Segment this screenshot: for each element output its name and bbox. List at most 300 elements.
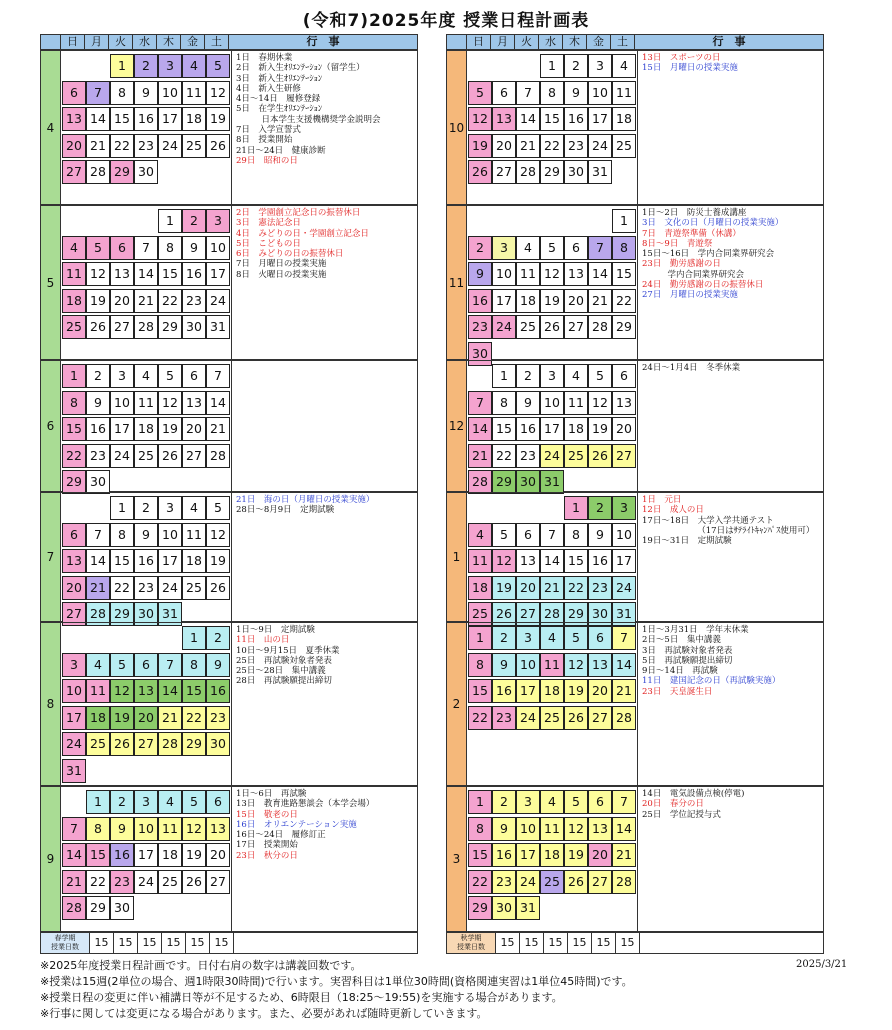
day-cell[interactable]: 8 bbox=[612, 236, 636, 260]
day-cell[interactable]: 6 bbox=[612, 364, 636, 388]
day-cell[interactable]: 7 bbox=[134, 236, 158, 260]
day-cell[interactable]: 1 bbox=[492, 364, 516, 388]
day-cell[interactable]: 18 bbox=[612, 107, 636, 131]
day-cell[interactable]: 26 bbox=[588, 444, 612, 468]
day-cell[interactable]: 3 bbox=[540, 364, 564, 388]
day-cell[interactable]: 12 bbox=[158, 391, 182, 415]
day-cell[interactable]: 3 bbox=[62, 653, 86, 677]
day-cell[interactable]: 26 bbox=[564, 870, 588, 894]
day-cell[interactable]: 19 bbox=[206, 107, 230, 131]
day-cell[interactable]: 19 bbox=[206, 549, 230, 573]
day-cell[interactable]: 4 bbox=[182, 54, 206, 78]
day-cell[interactable]: 26 bbox=[206, 576, 230, 600]
day-cell[interactable]: 20 bbox=[564, 289, 588, 313]
day-cell[interactable]: 15 bbox=[62, 417, 86, 441]
day-cell[interactable]: 28 bbox=[62, 896, 86, 920]
day-cell[interactable]: 20 bbox=[110, 289, 134, 313]
day-cell[interactable]: 23 bbox=[516, 444, 540, 468]
day-cell[interactable]: 12 bbox=[564, 817, 588, 841]
day-cell[interactable]: 8 bbox=[564, 523, 588, 547]
day-cell[interactable]: 16 bbox=[134, 107, 158, 131]
day-cell[interactable]: 17 bbox=[612, 549, 636, 573]
day-cell[interactable]: 4 bbox=[516, 236, 540, 260]
day-cell[interactable]: 21 bbox=[158, 706, 182, 730]
day-cell[interactable]: 18 bbox=[86, 706, 110, 730]
day-cell[interactable]: 13 bbox=[564, 262, 588, 286]
day-cell[interactable]: 1 bbox=[110, 496, 134, 520]
day-cell[interactable]: 30 bbox=[134, 160, 158, 184]
day-cell[interactable]: 27 bbox=[588, 706, 612, 730]
day-cell[interactable]: 13 bbox=[588, 817, 612, 841]
day-cell[interactable]: 29 bbox=[492, 470, 516, 494]
day-cell[interactable]: 27 bbox=[62, 160, 86, 184]
day-cell[interactable]: 22 bbox=[540, 134, 564, 158]
day-cell[interactable]: 17 bbox=[110, 417, 134, 441]
day-cell[interactable]: 25 bbox=[516, 315, 540, 339]
day-cell[interactable]: 6 bbox=[588, 790, 612, 814]
day-cell[interactable]: 5 bbox=[206, 54, 230, 78]
day-cell[interactable]: 11 bbox=[516, 262, 540, 286]
day-cell[interactable]: 2 bbox=[134, 496, 158, 520]
day-cell[interactable]: 17 bbox=[158, 549, 182, 573]
day-cell[interactable]: 16 bbox=[468, 289, 492, 313]
day-cell[interactable]: 23 bbox=[206, 706, 230, 730]
day-cell[interactable]: 16 bbox=[588, 549, 612, 573]
day-cell[interactable]: 2 bbox=[516, 364, 540, 388]
day-cell[interactable]: 27 bbox=[516, 602, 540, 626]
day-cell[interactable]: 25 bbox=[564, 444, 588, 468]
day-cell[interactable]: 22 bbox=[564, 576, 588, 600]
day-cell[interactable]: 6 bbox=[62, 81, 86, 105]
day-cell[interactable]: 7 bbox=[588, 236, 612, 260]
day-cell[interactable]: 4 bbox=[540, 626, 564, 650]
day-cell[interactable]: 14 bbox=[468, 417, 492, 441]
day-cell[interactable]: 14 bbox=[134, 262, 158, 286]
day-cell[interactable]: 15 bbox=[86, 843, 110, 867]
day-cell[interactable]: 31 bbox=[516, 896, 540, 920]
day-cell[interactable]: 19 bbox=[110, 706, 134, 730]
day-cell[interactable]: 23 bbox=[134, 576, 158, 600]
day-cell[interactable]: 15 bbox=[158, 262, 182, 286]
day-cell[interactable]: 14 bbox=[62, 843, 86, 867]
day-cell[interactable]: 1 bbox=[110, 54, 134, 78]
day-cell[interactable]: 18 bbox=[564, 417, 588, 441]
day-cell[interactable]: 9 bbox=[182, 236, 206, 260]
day-cell[interactable]: 28 bbox=[612, 870, 636, 894]
day-cell[interactable]: 3 bbox=[492, 236, 516, 260]
day-cell[interactable]: 26 bbox=[468, 160, 492, 184]
day-cell[interactable]: 11 bbox=[182, 81, 206, 105]
day-cell[interactable]: 3 bbox=[516, 790, 540, 814]
day-cell[interactable]: 4 bbox=[86, 653, 110, 677]
day-cell[interactable]: 24 bbox=[62, 732, 86, 756]
day-cell[interactable]: 20 bbox=[492, 134, 516, 158]
day-cell[interactable]: 13 bbox=[62, 549, 86, 573]
day-cell[interactable]: 9 bbox=[588, 523, 612, 547]
day-cell[interactable]: 20 bbox=[516, 576, 540, 600]
day-cell[interactable]: 17 bbox=[516, 843, 540, 867]
day-cell[interactable]: 5 bbox=[182, 790, 206, 814]
day-cell[interactable]: 20 bbox=[588, 843, 612, 867]
day-cell[interactable]: 8 bbox=[110, 523, 134, 547]
day-cell[interactable]: 23 bbox=[110, 870, 134, 894]
day-cell[interactable]: 22 bbox=[110, 134, 134, 158]
day-cell[interactable]: 20 bbox=[182, 417, 206, 441]
day-cell[interactable]: 30 bbox=[516, 470, 540, 494]
day-cell[interactable]: 8 bbox=[182, 653, 206, 677]
day-cell[interactable]: 5 bbox=[564, 790, 588, 814]
day-cell[interactable]: 16 bbox=[134, 549, 158, 573]
day-cell[interactable]: 28 bbox=[86, 160, 110, 184]
day-cell[interactable]: 12 bbox=[206, 81, 230, 105]
day-cell[interactable]: 21 bbox=[612, 679, 636, 703]
day-cell[interactable]: 3 bbox=[110, 364, 134, 388]
day-cell[interactable]: 4 bbox=[612, 54, 636, 78]
day-cell[interactable]: 9 bbox=[110, 817, 134, 841]
day-cell[interactable]: 9 bbox=[134, 523, 158, 547]
day-cell[interactable]: 19 bbox=[182, 843, 206, 867]
day-cell[interactable]: 2 bbox=[468, 236, 492, 260]
day-cell[interactable]: 16 bbox=[182, 262, 206, 286]
day-cell[interactable]: 26 bbox=[540, 315, 564, 339]
day-cell[interactable]: 23 bbox=[134, 134, 158, 158]
day-cell[interactable]: 18 bbox=[540, 843, 564, 867]
day-cell[interactable]: 28 bbox=[540, 602, 564, 626]
day-cell[interactable]: 30 bbox=[468, 342, 492, 366]
day-cell[interactable]: 7 bbox=[540, 523, 564, 547]
day-cell[interactable]: 4 bbox=[468, 523, 492, 547]
day-cell[interactable]: 23 bbox=[588, 576, 612, 600]
day-cell[interactable]: 2 bbox=[564, 54, 588, 78]
day-cell[interactable]: 2 bbox=[492, 790, 516, 814]
day-cell[interactable]: 23 bbox=[492, 706, 516, 730]
day-cell[interactable]: 17 bbox=[62, 706, 86, 730]
day-cell[interactable]: 24 bbox=[516, 706, 540, 730]
day-cell[interactable]: 5 bbox=[468, 81, 492, 105]
day-cell[interactable]: 12 bbox=[588, 391, 612, 415]
day-cell[interactable]: 5 bbox=[206, 496, 230, 520]
day-cell[interactable]: 17 bbox=[158, 107, 182, 131]
day-cell[interactable]: 3 bbox=[134, 790, 158, 814]
day-cell[interactable]: 27 bbox=[62, 602, 86, 626]
day-cell[interactable]: 12 bbox=[182, 817, 206, 841]
day-cell[interactable]: 10 bbox=[134, 817, 158, 841]
day-cell[interactable]: 15 bbox=[540, 107, 564, 131]
day-cell[interactable]: 2 bbox=[134, 54, 158, 78]
day-cell[interactable]: 9 bbox=[492, 817, 516, 841]
day-cell[interactable]: 23 bbox=[564, 134, 588, 158]
day-cell[interactable]: 9 bbox=[516, 391, 540, 415]
day-cell[interactable]: 26 bbox=[158, 444, 182, 468]
day-cell[interactable]: 14 bbox=[158, 679, 182, 703]
day-cell[interactable]: 3 bbox=[588, 54, 612, 78]
day-cell[interactable]: 6 bbox=[516, 523, 540, 547]
day-cell[interactable]: 25 bbox=[158, 870, 182, 894]
day-cell[interactable]: 14 bbox=[540, 549, 564, 573]
day-cell[interactable]: 15 bbox=[612, 262, 636, 286]
day-cell[interactable]: 13 bbox=[182, 391, 206, 415]
day-cell[interactable]: 6 bbox=[564, 236, 588, 260]
day-cell[interactable]: 17 bbox=[492, 289, 516, 313]
day-cell[interactable]: 8 bbox=[86, 817, 110, 841]
day-cell[interactable]: 25 bbox=[62, 315, 86, 339]
day-cell[interactable]: 10 bbox=[158, 81, 182, 105]
day-cell[interactable]: 13 bbox=[62, 107, 86, 131]
day-cell[interactable]: 27 bbox=[182, 444, 206, 468]
day-cell[interactable]: 21 bbox=[134, 289, 158, 313]
day-cell[interactable]: 19 bbox=[492, 576, 516, 600]
day-cell[interactable]: 9 bbox=[564, 81, 588, 105]
day-cell[interactable]: 10 bbox=[588, 81, 612, 105]
day-cell[interactable]: 10 bbox=[110, 391, 134, 415]
day-cell[interactable]: 11 bbox=[182, 523, 206, 547]
day-cell[interactable]: 27 bbox=[206, 870, 230, 894]
day-cell[interactable]: 1 bbox=[468, 626, 492, 650]
day-cell[interactable]: 7 bbox=[206, 364, 230, 388]
day-cell[interactable]: 18 bbox=[182, 107, 206, 131]
day-cell[interactable]: 30 bbox=[206, 732, 230, 756]
day-cell[interactable]: 21 bbox=[588, 289, 612, 313]
day-cell[interactable]: 16 bbox=[206, 679, 230, 703]
day-cell[interactable]: 19 bbox=[564, 843, 588, 867]
day-cell[interactable]: 26 bbox=[110, 732, 134, 756]
day-cell[interactable]: 16 bbox=[86, 417, 110, 441]
day-cell[interactable]: 20 bbox=[62, 134, 86, 158]
day-cell[interactable]: 7 bbox=[86, 523, 110, 547]
day-cell[interactable]: 3 bbox=[206, 209, 230, 233]
day-cell[interactable]: 10 bbox=[492, 262, 516, 286]
day-cell[interactable]: 25 bbox=[182, 576, 206, 600]
day-cell[interactable]: 25 bbox=[540, 870, 564, 894]
day-cell[interactable]: 21 bbox=[206, 417, 230, 441]
day-cell[interactable]: 25 bbox=[182, 134, 206, 158]
day-cell[interactable]: 14 bbox=[612, 817, 636, 841]
day-cell[interactable]: 9 bbox=[86, 391, 110, 415]
day-cell[interactable]: 30 bbox=[86, 470, 110, 494]
day-cell[interactable]: 15 bbox=[492, 417, 516, 441]
day-cell[interactable]: 22 bbox=[492, 444, 516, 468]
day-cell[interactable]: 28 bbox=[468, 470, 492, 494]
day-cell[interactable]: 14 bbox=[86, 107, 110, 131]
day-cell[interactable]: 9 bbox=[492, 653, 516, 677]
day-cell[interactable]: 28 bbox=[206, 444, 230, 468]
day-cell[interactable]: 4 bbox=[182, 496, 206, 520]
day-cell[interactable]: 16 bbox=[492, 679, 516, 703]
day-cell[interactable]: 24 bbox=[516, 870, 540, 894]
day-cell[interactable]: 29 bbox=[564, 602, 588, 626]
day-cell[interactable]: 29 bbox=[86, 896, 110, 920]
day-cell[interactable]: 1 bbox=[158, 209, 182, 233]
day-cell[interactable]: 1 bbox=[612, 209, 636, 233]
day-cell[interactable]: 28 bbox=[516, 160, 540, 184]
day-cell[interactable]: 29 bbox=[110, 602, 134, 626]
day-cell[interactable]: 11 bbox=[612, 81, 636, 105]
day-cell[interactable]: 20 bbox=[206, 843, 230, 867]
day-cell[interactable]: 14 bbox=[206, 391, 230, 415]
day-cell[interactable]: 9 bbox=[206, 653, 230, 677]
day-cell[interactable]: 22 bbox=[182, 706, 206, 730]
day-cell[interactable]: 7 bbox=[612, 626, 636, 650]
day-cell[interactable]: 27 bbox=[110, 315, 134, 339]
day-cell[interactable]: 19 bbox=[588, 417, 612, 441]
day-cell[interactable]: 31 bbox=[206, 315, 230, 339]
day-cell[interactable]: 30 bbox=[182, 315, 206, 339]
day-cell[interactable]: 11 bbox=[540, 817, 564, 841]
day-cell[interactable]: 4 bbox=[134, 364, 158, 388]
day-cell[interactable]: 5 bbox=[492, 523, 516, 547]
day-cell[interactable]: 11 bbox=[134, 391, 158, 415]
day-cell[interactable]: 5 bbox=[158, 364, 182, 388]
day-cell[interactable]: 29 bbox=[158, 315, 182, 339]
day-cell[interactable]: 25 bbox=[86, 732, 110, 756]
day-cell[interactable]: 10 bbox=[516, 817, 540, 841]
day-cell[interactable]: 12 bbox=[492, 549, 516, 573]
day-cell[interactable]: 13 bbox=[612, 391, 636, 415]
day-cell[interactable]: 13 bbox=[206, 817, 230, 841]
day-cell[interactable]: 21 bbox=[540, 576, 564, 600]
day-cell[interactable]: 15 bbox=[182, 679, 206, 703]
day-cell[interactable]: 11 bbox=[62, 262, 86, 286]
day-cell[interactable]: 22 bbox=[468, 870, 492, 894]
day-cell[interactable]: 22 bbox=[110, 576, 134, 600]
day-cell[interactable]: 26 bbox=[564, 706, 588, 730]
day-cell[interactable]: 30 bbox=[110, 896, 134, 920]
day-cell[interactable]: 2 bbox=[588, 496, 612, 520]
day-cell[interactable]: 6 bbox=[182, 364, 206, 388]
day-cell[interactable]: 4 bbox=[564, 364, 588, 388]
day-cell[interactable]: 28 bbox=[86, 602, 110, 626]
day-cell[interactable]: 21 bbox=[62, 870, 86, 894]
day-cell[interactable]: 25 bbox=[134, 444, 158, 468]
day-cell[interactable]: 14 bbox=[588, 262, 612, 286]
day-cell[interactable]: 7 bbox=[516, 81, 540, 105]
day-cell[interactable]: 2 bbox=[206, 626, 230, 650]
day-cell[interactable]: 14 bbox=[612, 653, 636, 677]
day-cell[interactable]: 2 bbox=[182, 209, 206, 233]
day-cell[interactable]: 25 bbox=[540, 706, 564, 730]
day-cell[interactable]: 10 bbox=[612, 523, 636, 547]
day-cell[interactable]: 22 bbox=[86, 870, 110, 894]
day-cell[interactable]: 16 bbox=[492, 843, 516, 867]
day-cell[interactable]: 12 bbox=[468, 107, 492, 131]
day-cell[interactable]: 14 bbox=[516, 107, 540, 131]
day-cell[interactable]: 31 bbox=[588, 160, 612, 184]
day-cell[interactable]: 27 bbox=[492, 160, 516, 184]
day-cell[interactable]: 21 bbox=[86, 134, 110, 158]
day-cell[interactable]: 25 bbox=[468, 602, 492, 626]
day-cell[interactable]: 12 bbox=[540, 262, 564, 286]
day-cell[interactable]: 29 bbox=[540, 160, 564, 184]
day-cell[interactable]: 11 bbox=[564, 391, 588, 415]
day-cell[interactable]: 27 bbox=[134, 732, 158, 756]
day-cell[interactable]: 11 bbox=[86, 679, 110, 703]
day-cell[interactable]: 4 bbox=[158, 790, 182, 814]
day-cell[interactable]: 1 bbox=[182, 626, 206, 650]
day-cell[interactable]: 22 bbox=[612, 289, 636, 313]
day-cell[interactable]: 22 bbox=[62, 444, 86, 468]
day-cell[interactable]: 2 bbox=[492, 626, 516, 650]
day-cell[interactable]: 26 bbox=[206, 134, 230, 158]
day-cell[interactable]: 24 bbox=[158, 134, 182, 158]
day-cell[interactable]: 7 bbox=[62, 817, 86, 841]
day-cell[interactable]: 22 bbox=[468, 706, 492, 730]
day-cell[interactable]: 2 bbox=[86, 364, 110, 388]
day-cell[interactable]: 17 bbox=[134, 843, 158, 867]
day-cell[interactable]: 28 bbox=[134, 315, 158, 339]
day-cell[interactable]: 6 bbox=[206, 790, 230, 814]
day-cell[interactable]: 29 bbox=[62, 470, 86, 494]
day-cell[interactable]: 24 bbox=[206, 289, 230, 313]
day-cell[interactable]: 8 bbox=[492, 391, 516, 415]
day-cell[interactable]: 5 bbox=[86, 236, 110, 260]
day-cell[interactable]: 10 bbox=[62, 679, 86, 703]
day-cell[interactable]: 14 bbox=[86, 549, 110, 573]
day-cell[interactable]: 19 bbox=[158, 417, 182, 441]
day-cell[interactable]: 27 bbox=[612, 444, 636, 468]
day-cell[interactable]: 1 bbox=[86, 790, 110, 814]
day-cell[interactable]: 16 bbox=[516, 417, 540, 441]
day-cell[interactable]: 15 bbox=[110, 549, 134, 573]
day-cell[interactable]: 21 bbox=[86, 576, 110, 600]
day-cell[interactable]: 1 bbox=[564, 496, 588, 520]
day-cell[interactable]: 4 bbox=[540, 790, 564, 814]
day-cell[interactable]: 6 bbox=[110, 236, 134, 260]
day-cell[interactable]: 8 bbox=[62, 391, 86, 415]
day-cell[interactable]: 10 bbox=[516, 653, 540, 677]
day-cell[interactable]: 3 bbox=[158, 496, 182, 520]
day-cell[interactable]: 15 bbox=[564, 549, 588, 573]
day-cell[interactable]: 24 bbox=[612, 576, 636, 600]
day-cell[interactable]: 12 bbox=[86, 262, 110, 286]
day-cell[interactable]: 8 bbox=[110, 81, 134, 105]
day-cell[interactable]: 2 bbox=[110, 790, 134, 814]
day-cell[interactable]: 23 bbox=[492, 870, 516, 894]
day-cell[interactable]: 13 bbox=[110, 262, 134, 286]
day-cell[interactable]: 18 bbox=[516, 289, 540, 313]
day-cell[interactable]: 30 bbox=[588, 602, 612, 626]
day-cell[interactable]: 8 bbox=[540, 81, 564, 105]
day-cell[interactable]: 17 bbox=[540, 417, 564, 441]
day-cell[interactable]: 15 bbox=[110, 107, 134, 131]
day-cell[interactable]: 13 bbox=[588, 653, 612, 677]
day-cell[interactable]: 24 bbox=[588, 134, 612, 158]
day-cell[interactable]: 9 bbox=[134, 81, 158, 105]
day-cell[interactable]: 19 bbox=[468, 134, 492, 158]
day-cell[interactable]: 19 bbox=[564, 679, 588, 703]
day-cell[interactable]: 3 bbox=[516, 626, 540, 650]
day-cell[interactable]: 23 bbox=[182, 289, 206, 313]
day-cell[interactable]: 31 bbox=[540, 470, 564, 494]
day-cell[interactable]: 21 bbox=[468, 444, 492, 468]
day-cell[interactable]: 10 bbox=[158, 523, 182, 547]
day-cell[interactable]: 13 bbox=[516, 549, 540, 573]
day-cell[interactable]: 18 bbox=[158, 843, 182, 867]
day-cell[interactable]: 21 bbox=[612, 843, 636, 867]
day-cell[interactable]: 29 bbox=[612, 315, 636, 339]
day-cell[interactable]: 24 bbox=[540, 444, 564, 468]
day-cell[interactable]: 7 bbox=[86, 81, 110, 105]
day-cell[interactable]: 9 bbox=[468, 262, 492, 286]
day-cell[interactable]: 24 bbox=[492, 315, 516, 339]
day-cell[interactable]: 30 bbox=[134, 602, 158, 626]
day-cell[interactable]: 6 bbox=[588, 626, 612, 650]
day-cell[interactable]: 19 bbox=[540, 289, 564, 313]
day-cell[interactable]: 12 bbox=[564, 653, 588, 677]
day-cell[interactable]: 7 bbox=[158, 653, 182, 677]
day-cell[interactable]: 16 bbox=[110, 843, 134, 867]
day-cell[interactable]: 25 bbox=[612, 134, 636, 158]
day-cell[interactable]: 8 bbox=[158, 236, 182, 260]
